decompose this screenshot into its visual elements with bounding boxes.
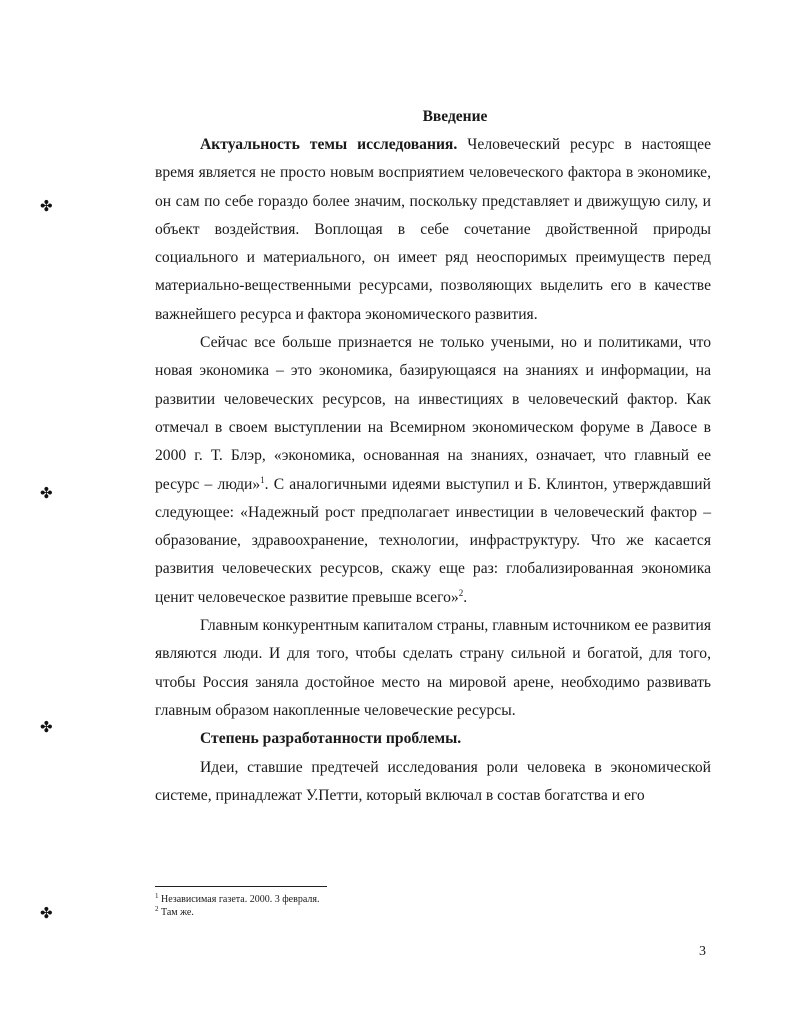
footnote-mark: 1 <box>155 892 159 900</box>
footnotes <box>155 893 555 919</box>
paragraph <box>155 612 711 725</box>
footnote <box>155 893 555 906</box>
page-number: 3 <box>699 944 706 959</box>
paragraph <box>155 131 711 329</box>
binding-mark-icon: ✤ <box>40 718 53 736</box>
binding-mark-icon: ✤ <box>40 197 53 215</box>
paragraph-text: Сейчас все больше признается не только учеными, но и политиками, что новая экономика – это экономика, базирующаяся на знаниях и информации, на развитии человеческих ресурсов, на инвестициях в человеческий фактор. Как отмечал в своем выступлении на Всемирном экономическом форуме в Давосе в 2000 г. Т. Блэр, «экономика, основанная на знаниях, означает, что главный ее ресурс – люди» <box>155 334 711 493</box>
footnote-divider <box>155 886 327 887</box>
section-subheading: Степень разработанности проблемы. <box>200 730 462 748</box>
page-title: Введение <box>422 108 488 125</box>
paragraph-text: . <box>463 588 468 606</box>
paragraph <box>155 329 711 612</box>
binding-mark-icon: ✤ <box>40 904 53 922</box>
paragraph-text: . С аналогичными идеями выступил и Б. Клинтон, утверждавший следующее: «Надежный рост предполагает инвестиции в человеческий фактор – образование, здравоохранение, технологии, инфраструктуру. Что же касается развития человеческих ресурсов, скажу еще раз: глобализированная экономика ценит человеческое развитие превыше всего» <box>155 475 711 606</box>
footnote-text: Независимая газета. 2000. 3 февраля. <box>158 894 320 905</box>
paragraph-text: Человеческий ресурс в настоящее время является не просто новым восприятием человеческого фактора в экономике, он сам по себе гораздо более значим, поскольку представляет и движущую силу, и объект воздействия. Воплощая в себе сочетание двойственной природы социального и материального, он имеет ряд неоспоримых преимуществ перед материально-вещественными ресурсами, позволяющих выделить его в качестве важнейшего ресурса и фактора экономического развития. <box>155 136 711 323</box>
paragraph-text: Идеи, ставшие предтечей исследования роли человека в экономической системе, принадлежат У.Петти, который включал в состав богатства и его <box>155 758 711 804</box>
footnote <box>155 906 555 919</box>
paragraph-text: Главным конкурентным капиталом страны, главным источником ее развития являются люди. И для того, чтобы сделать страну сильной и богатой, для того, чтобы Россия заняла достойное место на мировой арене, необходимо развивать главным образом накопленные человеческие ресурсы. <box>155 617 711 719</box>
paragraph <box>155 754 711 811</box>
footnote-mark: 2 <box>155 905 159 913</box>
paragraph-lead: Актуальность темы исследования. <box>200 136 458 153</box>
footnote-ref[interactable]: 2 <box>458 587 464 598</box>
body-text <box>155 131 711 810</box>
footnote-text: Там же. <box>158 907 194 918</box>
footnote-ref[interactable]: 1 <box>260 474 265 485</box>
binding-mark-icon: ✤ <box>40 484 53 502</box>
